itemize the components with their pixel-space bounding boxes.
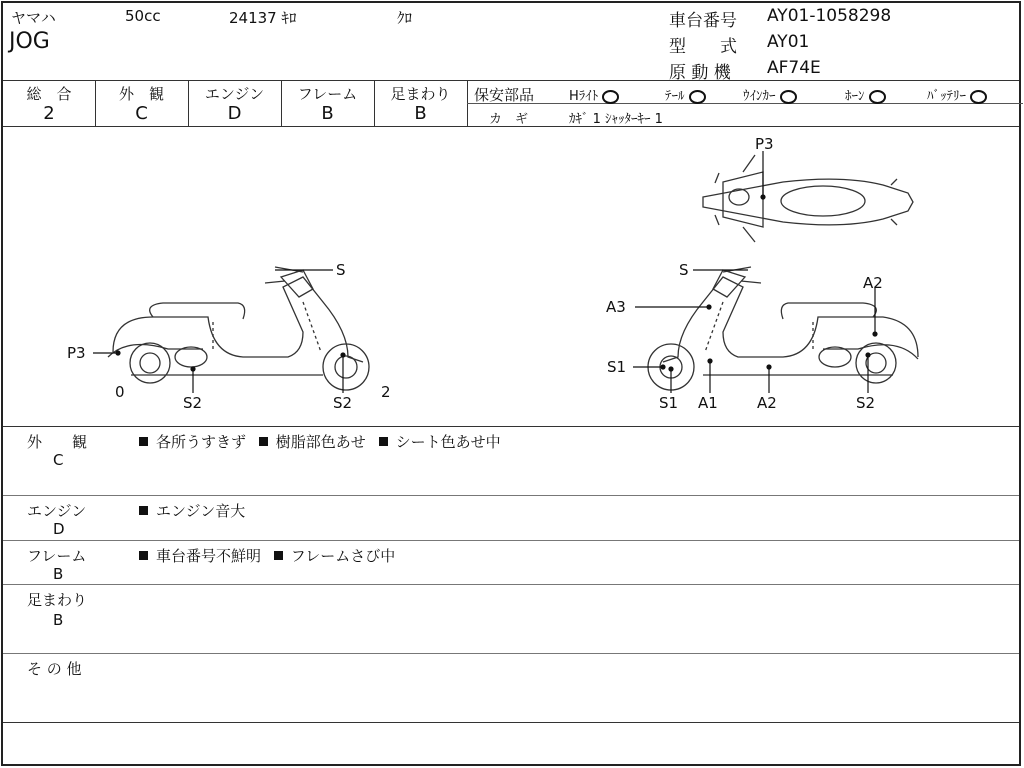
bullet-square-icon [259, 437, 268, 446]
diagram-label: A2 [757, 394, 777, 412]
section-frame [3, 543, 1019, 583]
diagram-label: A3 [606, 298, 626, 316]
fuel-full-label: 2 [381, 383, 391, 401]
section-grade: B [53, 611, 64, 629]
type-value: AY01 [767, 32, 810, 52]
model-name: JOG [9, 29, 50, 54]
section-notes: 各所うすきず 樹脂部色あせ シート色あせ中 [139, 431, 501, 452]
bullet-square-icon [274, 551, 283, 560]
bullet-square-icon [139, 506, 148, 515]
section-suspension [3, 587, 1019, 651]
key-label: カ ギ [489, 112, 529, 127]
frame-no: AY01-1058298 [767, 6, 892, 26]
check-circle-icon [970, 90, 987, 104]
diagram-label: S [336, 261, 346, 279]
section-exterior [3, 429, 1019, 495]
grade-frame-value: B [321, 103, 334, 124]
grade-exterior-label: 外 観 [118, 85, 164, 103]
fuel-empty-label: 0 [115, 383, 125, 401]
check-circle-icon [869, 90, 886, 104]
grade-suspension-label: 足まわり [390, 85, 451, 103]
safety-winker: ｳｲﾝｶｰ [743, 85, 797, 104]
grade-engine-label: エンジン [204, 85, 265, 103]
diagram-label: S1 [659, 394, 679, 412]
diagram-label: P3 [755, 135, 774, 153]
color: ｸﾛ [397, 9, 413, 27]
section-title: フレーム [27, 547, 87, 565]
key-text: ｶｷﾞ 1 ｼｬｯﾀｰｷｰ 1 [569, 112, 663, 127]
diagram-label: S2 [856, 394, 876, 412]
safety-battery: ﾊﾞｯﾃﾘｰ [927, 85, 987, 104]
section-notes: エンジン音大 [139, 500, 245, 521]
scooter-top-view [703, 155, 913, 242]
mileage: 24137 ｷﾛ [229, 9, 297, 27]
section-title: 外 観 [27, 433, 88, 451]
section-title: そ の 他 [27, 660, 82, 678]
type-label: 型 式 [669, 37, 737, 57]
diagram-label: S1 [607, 358, 627, 376]
safety-horn: ﾎｰﾝ [845, 85, 886, 104]
check-circle-icon [602, 90, 619, 104]
section-title: 足まわり [27, 591, 88, 609]
diagram-label: A2 [863, 274, 883, 292]
maker: ヤマハ [11, 9, 56, 27]
section-grade: B [53, 565, 64, 583]
divider [3, 80, 1019, 81]
check-circle-icon [689, 90, 706, 104]
section-notes: 車台番号不鮮明 フレームさび中 [139, 545, 395, 566]
displacement: 50cc [125, 7, 161, 25]
safety-taillight: ﾃｰﾙ [665, 85, 706, 104]
section-grade: C [53, 451, 64, 469]
frame-no-label: 車台番号 [669, 11, 737, 31]
engine-value: AF74E [767, 58, 821, 78]
grade-overall-label: 総 合 [26, 85, 72, 103]
bullet-square-icon [379, 437, 388, 446]
grade-suspension-value: B [414, 103, 427, 124]
safety-headlight: Hﾗｲﾄ [569, 85, 619, 104]
grade-exterior-value: C [135, 103, 148, 124]
bullet-square-icon [139, 437, 148, 446]
scooter-diagram [3, 127, 1023, 427]
section-title: エンジン [27, 502, 87, 520]
scooter-side-left [108, 267, 369, 390]
diagram-label: S2 [183, 394, 203, 412]
diagram-label: A1 [698, 394, 718, 412]
grade-overall-value: 2 [43, 103, 55, 124]
diagram-label: S [679, 261, 689, 279]
grade-frame-label: フレーム [297, 85, 358, 103]
engine-label: 原 動 機 [669, 63, 731, 83]
section-other [3, 656, 1019, 722]
grade-engine-value: D [227, 103, 242, 124]
bullet-square-icon [139, 551, 148, 560]
safety-label: 保安部品 [474, 86, 535, 104]
diagram-label: S2 [333, 394, 353, 412]
section-grade: D [53, 520, 65, 538]
check-circle-icon [780, 90, 797, 104]
section-engine [3, 498, 1019, 538]
diagram-label: P3 [67, 344, 86, 362]
inspection-sheet [1, 1, 1021, 766]
